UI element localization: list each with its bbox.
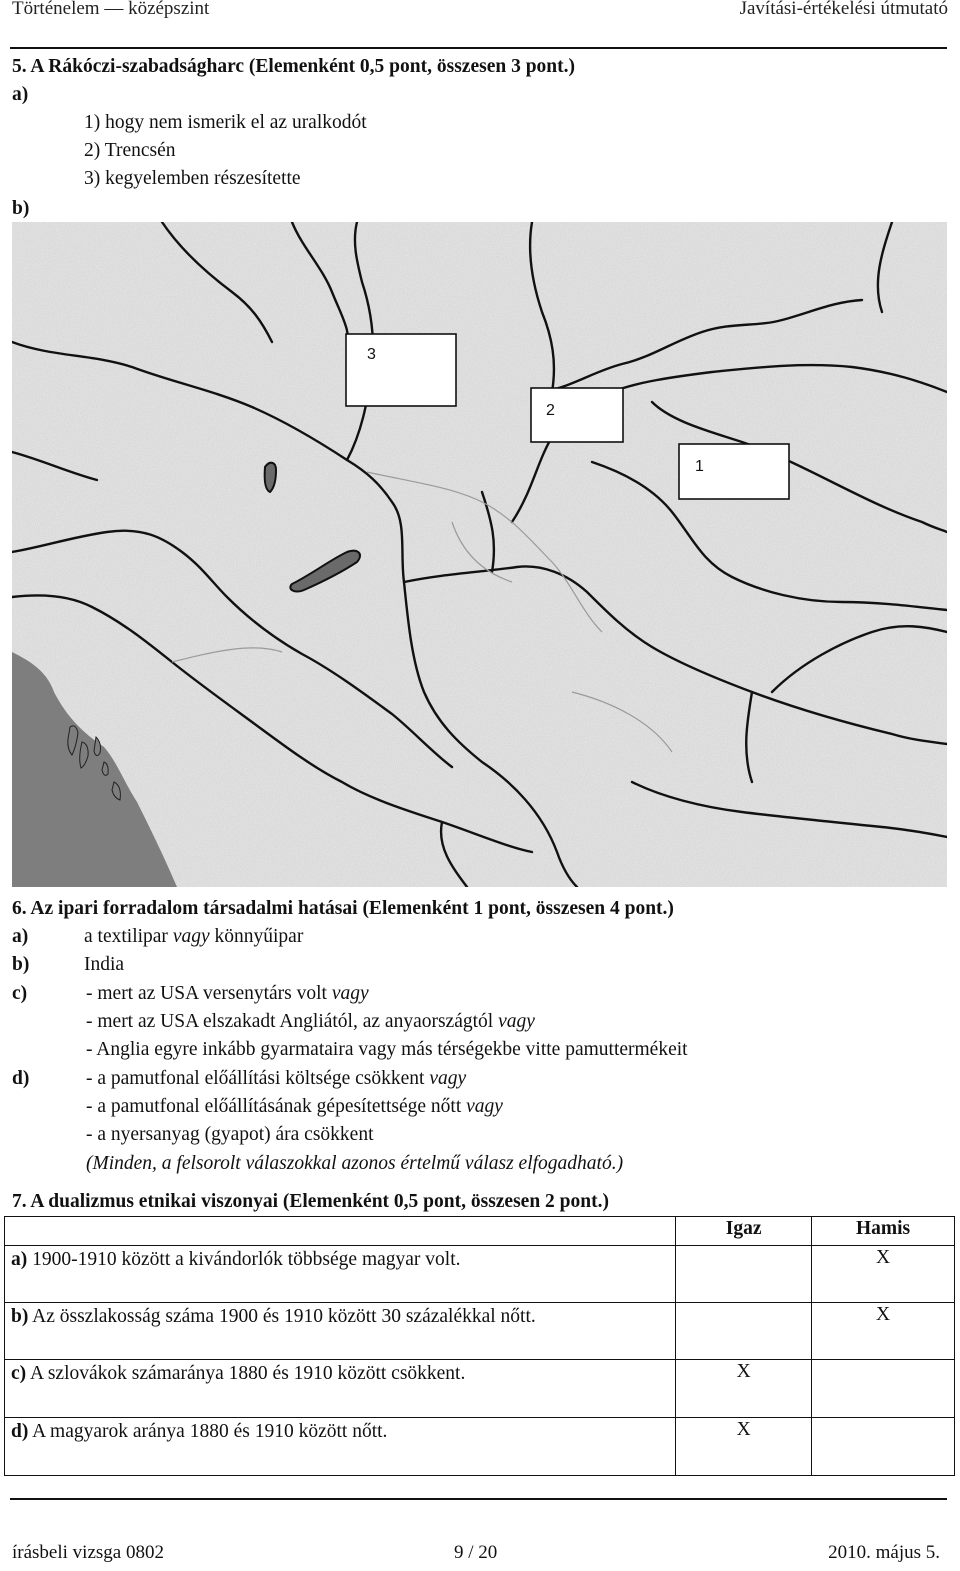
q7-title: 7. A dualizmus etnikai viszonyai (Elemenként 0,5 pont, összesen 2 pont.) <box>12 1191 609 1212</box>
q6-c-line-2 <box>86 1008 535 1036</box>
header-rule <box>10 47 947 49</box>
footer-page-number: 9 / 20 <box>454 1542 498 1563</box>
q7-table <box>4 1216 955 1476</box>
q6-b-label: b) <box>12 954 30 975</box>
q6-c-line-3: - Anglia egyre inkább gyarmataira vagy más térségekbe vitte pamuttermékeit <box>86 1039 688 1060</box>
q6-c1: - mert az USA versenytárs volt <box>86 983 332 1004</box>
q7-col-false: Hamis <box>812 1217 955 1246</box>
map-box-3-label: 3 <box>367 346 376 363</box>
q6-d-line-3: - a nyersanyag (gyapot) ára csökkent <box>86 1124 374 1145</box>
q7-row-d-label: d) <box>11 1421 29 1442</box>
q6-d2: - a pamutfonal előállításának gépesítettsége nőtt <box>86 1096 467 1117</box>
q6-note: (Minden, a felsorolt válaszokkal azonos értelmű válasz elfogadható.) <box>86 1153 624 1174</box>
q7-row-a-false: X <box>812 1246 955 1303</box>
table-row <box>5 1360 955 1418</box>
q6-a-post: könnyűipar <box>209 926 304 947</box>
q6-a-text <box>84 923 303 951</box>
q5-b-label: b) <box>12 198 30 219</box>
map <box>12 222 947 887</box>
q6-d1: - a pamutfonal előállítási költsége csökkent <box>86 1068 430 1089</box>
q6-c2-em: vagy <box>498 1011 535 1032</box>
q7-header-blank <box>5 1217 676 1246</box>
q7-row-b-true <box>676 1303 812 1360</box>
header-left: Történelem — középszint <box>12 0 210 19</box>
q6-a-em: vagy <box>172 926 210 947</box>
q7-row-b-false: X <box>812 1303 955 1360</box>
q7-row-c-label: c) <box>11 1363 27 1384</box>
q5-a-item-2: 2) Trencsén <box>84 140 176 161</box>
map-box-3 <box>346 334 456 406</box>
q6-d-line-1 <box>86 1065 466 1093</box>
q6-c-label: c) <box>12 983 28 1004</box>
footer-rule <box>10 1498 947 1500</box>
q7-row-a-label: a) <box>11 1249 28 1270</box>
footer-left: írásbeli vizsga 0802 <box>12 1542 164 1563</box>
q5-a-item-3: 3) kegyelemben részesítette <box>84 168 301 189</box>
map-box-1-label: 1 <box>695 458 704 475</box>
q5-title: 5. A Rákóczi-szabadságharc (Elemenként 0,5 pont, összesen 3 pont.) <box>12 56 575 77</box>
q7-row-d-text <box>5 1418 676 1476</box>
q7-col-true: Igaz <box>676 1217 812 1246</box>
q7-row-b-statement: Az összlakosság száma 1900 és 1910 között 30 százalékkal nőtt. <box>28 1306 536 1327</box>
q7-row-d-true: X <box>676 1418 812 1476</box>
q5-a-label: a) <box>12 84 29 105</box>
q7-row-c-text <box>5 1360 676 1418</box>
map-box-1 <box>679 444 789 499</box>
q7-header-row <box>5 1217 955 1246</box>
map-texture <box>12 222 947 887</box>
q6-d2-em: vagy <box>466 1096 503 1117</box>
q6-c2: - mert az USA elszakadt Angliától, az anyaországtól <box>86 1011 499 1032</box>
q6-d1-em: vagy <box>429 1068 467 1089</box>
q6-d-label: d) <box>12 1068 30 1089</box>
map-box-2-label: 2 <box>546 402 555 419</box>
header-right: Javítási-értékelési útmutató <box>739 0 948 19</box>
q7-row-a-text <box>5 1246 676 1303</box>
q7-row-c-statement: A szlovákok számaránya 1880 és 1910 között csökkent. <box>26 1363 466 1384</box>
footer-right: 2010. május 5. <box>828 1542 940 1563</box>
q7-row-c-false <box>812 1360 955 1418</box>
q6-a-label: a) <box>12 926 29 947</box>
map-box-2 <box>531 388 623 442</box>
q7-row-c-true: X <box>676 1360 812 1418</box>
q6-d-line-2 <box>86 1093 503 1121</box>
table-row <box>5 1246 955 1303</box>
q5-a-item-1: 1) hogy nem ismerik el az uralkodót <box>84 112 367 133</box>
table-row <box>5 1303 955 1360</box>
q6-b-text: India <box>84 954 125 975</box>
q6-c1-em: vagy <box>331 983 369 1004</box>
q7-row-d-false <box>812 1418 955 1476</box>
q7-row-b-text <box>5 1303 676 1360</box>
q7-row-d-statement: A magyarok aránya 1880 és 1910 között nőtt. <box>28 1421 388 1442</box>
q7-row-a-true <box>676 1246 812 1303</box>
q7-row-a-statement: 1900-1910 között a kivándorlók többsége magyar volt. <box>27 1249 461 1270</box>
q7-row-b-label: b) <box>11 1306 29 1327</box>
q6-title: 6. Az ipari forradalom társadalmi hatásai (Elemenként 1 pont, összesen 4 pont.) <box>12 898 674 919</box>
table-row <box>5 1418 955 1476</box>
q6-a-pre: a textilipar <box>84 926 173 947</box>
q6-c-line-1 <box>86 980 369 1008</box>
